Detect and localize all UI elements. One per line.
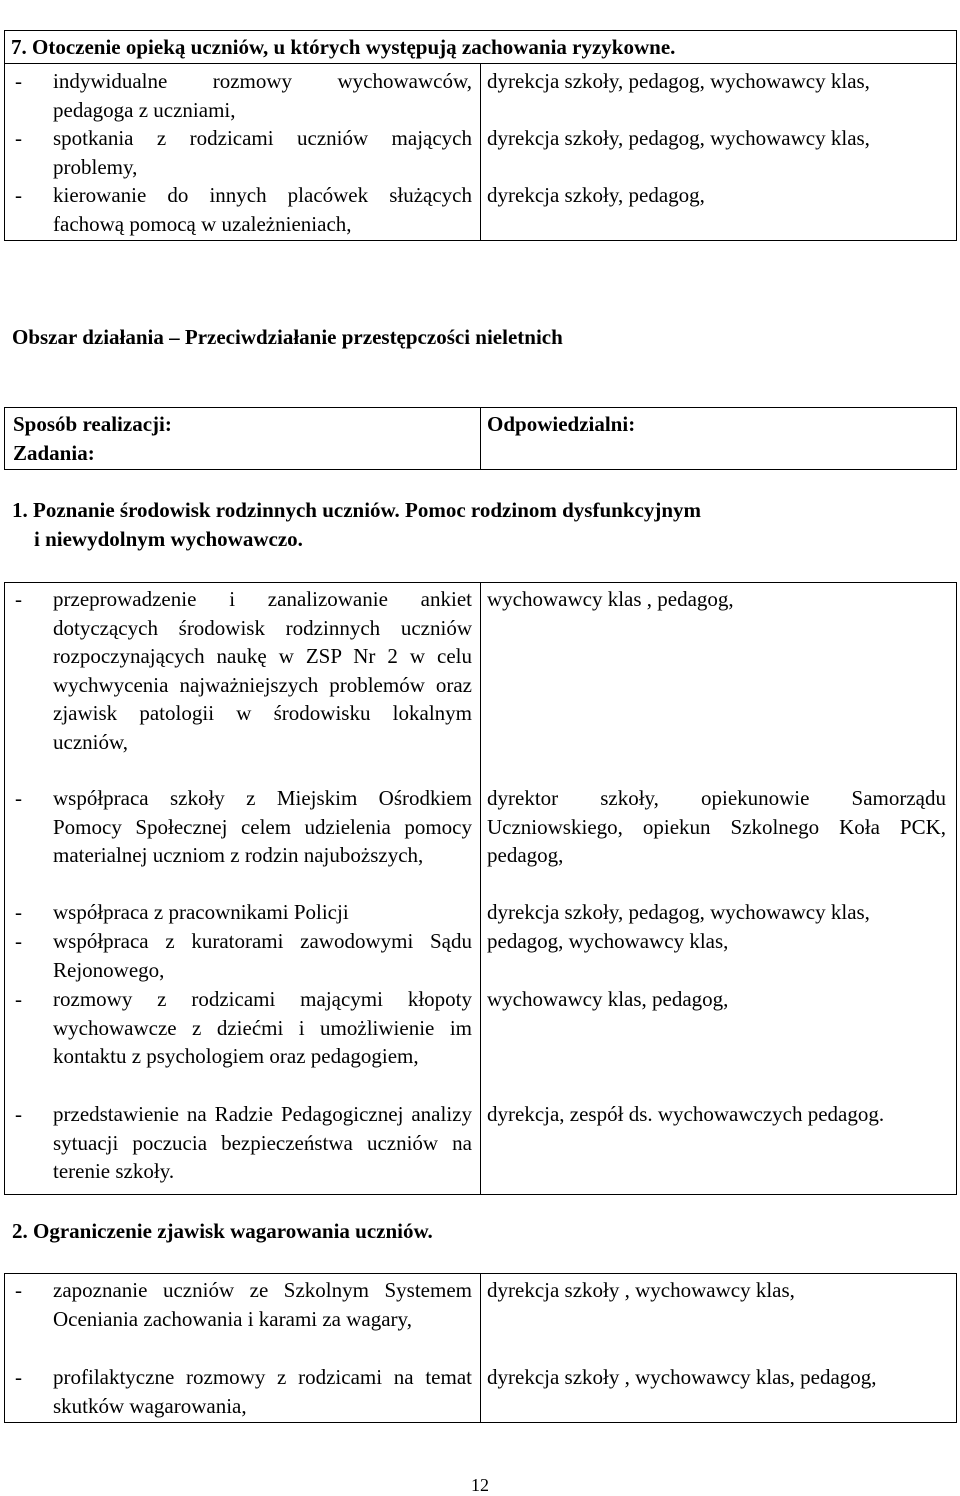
list-item: - profilaktyczne rozmowy z rodzicami na temat skutków wagarowania, <box>15 1365 472 1418</box>
list-item: - współpraca z pracownikami Policji <box>15 900 349 924</box>
area-heading: Obszar działania – Przeciwdziałanie przestępczości nieletnich <box>12 325 563 349</box>
section1-tasks-cell <box>5 583 481 1195</box>
list-item: - rozmowy z rodzicami mającymi kłopoty wychowawcze z dziećmi i umożliwienie im kontaktu z psychologiem oraz pedagogiem, <box>15 987 472 1068</box>
list-item: - zapoznanie uczniów ze Szkolnym Systemem Oceniania zachowania i karami za wagary, <box>15 1278 472 1331</box>
section7-resp-cell: dyrekcja szkoły, pedagog, wychowawcy klas, dyrekcja szkoły, pedagog, wychowawcy klas, dyrekcja szkoły, pedagog, <box>481 64 957 241</box>
page-number: 12 <box>471 1475 489 1495</box>
section7-table <box>4 30 957 241</box>
header-tasks-cell: Sposób realizacji: Zadania: <box>5 408 481 470</box>
section2-title: 2. Ograniczenie zjawisk wagarowania uczniów. <box>12 1219 433 1243</box>
section2-table <box>4 1273 957 1423</box>
list-item: - przeprowadzenie i zanalizowanie ankiet dotyczących środowisk rodzinnych uczniów rozpoczynających naukę w ZSP Nr 2 w celu wychwycenia najważniejszych problemów oraz zjawisk patologii w środowisku lokalnym uczniów, <box>15 587 472 754</box>
section1-table <box>4 582 957 1195</box>
section7-title: 7. Otoczenie opieką uczniów, u których występują zachowania ryzykowne. <box>5 31 957 64</box>
section2-tasks-cell <box>5 1274 481 1423</box>
list-item: - przedstawienie na Radzie Pedagogicznej analizy sytuacji poczucia bezpieczeństwa uczniów na terenie szkoły. <box>15 1102 472 1183</box>
list-item: - współpraca szkoły z Miejskim Ośrodkiem Pomocy Społecznej celem udzielenia pomocy materialnej uczniom z rodzin najuboższych, <box>15 786 472 867</box>
section1-resp-cell: wychowawcy klas , pedagog, dyrektor szkoły, opiekunowie Samorządu Uczniowskiego, opiekun Szkolnego Koła PCK, pedagog, dyrekcja szkoły, pedagog, wychowawcy klas, pedagog, wychowawcy klas, wychowawcy klas, pedagog, dyrekcja, zespół ds. wychowawczych pedagog. <box>481 583 957 1195</box>
list-item: - indywidualne rozmowy wychowawców, pedagoga z uczniami, <box>15 69 472 122</box>
section2-resp-cell: dyrekcja szkoły , wychowawcy klas, dyrekcja szkoły , wychowawcy klas, pedagog, <box>481 1274 957 1423</box>
section7-tasks-cell <box>5 64 481 241</box>
list-item: - współpraca z kuratorami zawodowymi Sądu Rejonowego, <box>15 929 472 982</box>
header-table <box>4 407 957 470</box>
list-item: - kierowanie do innych placówek służących fachową pomocą w uzależnieniach, <box>15 183 472 236</box>
list-item: - spotkania z rodzicami uczniów mających problemy, <box>15 126 472 179</box>
section1-title: 1. Poznanie środowisk rodzinnych uczniów. Pomoc rodzinom dysfunkcyjnym i niewydolnym wychowawczo. <box>12 498 701 551</box>
header-resp-cell: Odpowiedzialni: <box>481 408 957 470</box>
